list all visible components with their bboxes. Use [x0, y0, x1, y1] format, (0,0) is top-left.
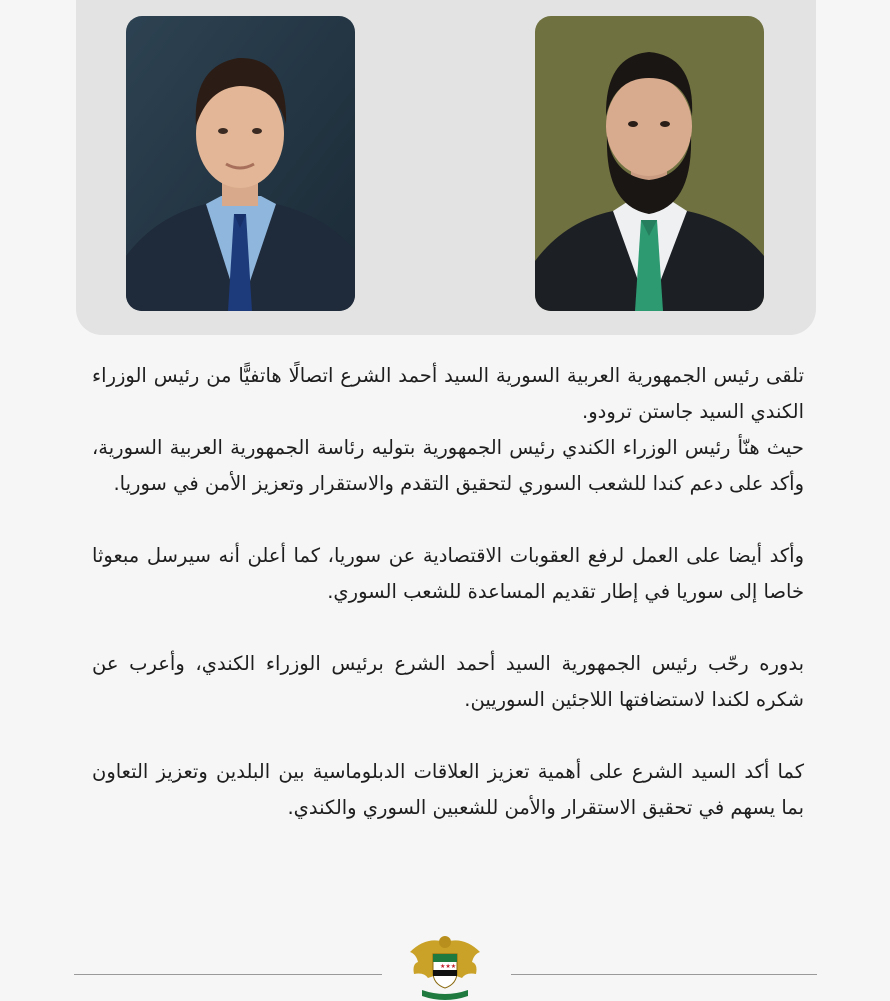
- svg-text:★★★: ★★★: [440, 963, 457, 970]
- paragraph-3: بدوره رحّب رئيس الجمهورية السيد أحمد الشرع برئيس الوزراء الكندي، وأعرب عن شكره لكندا لاستضافتها اللاجئين السوريين.: [92, 652, 804, 711]
- footer-divider-right: [511, 974, 817, 975]
- paragraph-2: وأكد أيضا على العمل لرفع العقوبات الاقتصادية عن سوريا، كما أعلن أنه سيرسل مبعوثا خاصا إلى سوريا في إطار تقديم المساعدة للشعب السوري.: [92, 544, 804, 603]
- portrait-photo-left: [126, 16, 355, 311]
- paragraph-1: [92, 358, 804, 502]
- syrian-eagle-emblem-icon: [406, 932, 484, 1001]
- statement-text: [92, 358, 804, 862]
- photo-panel: [76, 0, 816, 335]
- paragraph-1-sentence-2: حيث هنّأ رئيس الوزراء الكندي رئيس الجمهورية بتوليه رئاسة الجمهورية العربية السورية، وأكد على دعم كندا للشعب السوري لتحقيق التقدم والاستقرار وتعزيز الأمن في سوريا.: [92, 436, 804, 495]
- paragraph-4: كما أكد السيد الشرع على أهمية تعزيز العلاقات الدبلوماسية بين البلدين وتعزيز التعاون بما يسهم في تحقيق الاستقرار والأمن للشعبين السوري والكندي.: [92, 760, 804, 819]
- portrait-photo-right: [535, 16, 764, 311]
- footer-divider-left: [74, 974, 382, 975]
- paragraph-1-sentence-1: تلقى رئيس الجمهورية العربية السورية السيد أحمد الشرع اتصالًا هاتفيًّا من رئيس الوزراء الكندي السيد جاستن ترودو.: [92, 364, 804, 423]
